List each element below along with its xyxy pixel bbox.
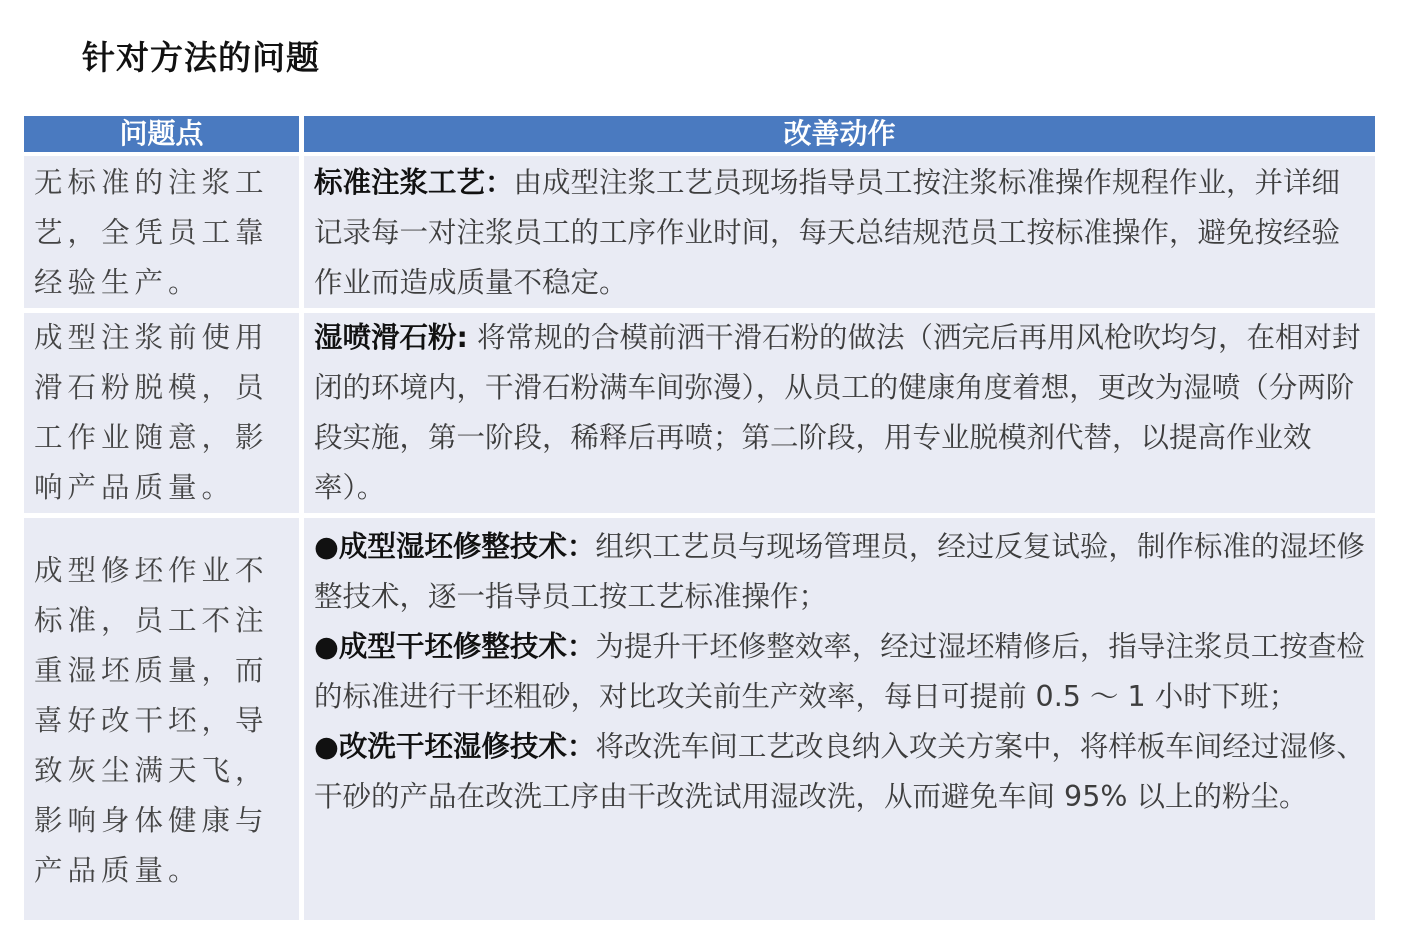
action-cell xyxy=(304,518,1375,925)
action-lead: ●成型湿坯修整技术： xyxy=(314,530,596,563)
problem-cell: 无标准的注浆工艺，全凭员工靠经验生产。 xyxy=(24,156,299,313)
table-row xyxy=(24,518,1375,925)
action-cell xyxy=(304,156,1375,313)
table-header-row xyxy=(24,116,1375,156)
table-row xyxy=(24,156,1375,313)
bullet-item xyxy=(314,722,1365,822)
bullet-item xyxy=(314,522,1365,622)
method-problem-table xyxy=(19,116,1380,925)
problem-cell: 成型注浆前使用滑石粉脱模，员工作业随意，影响产品质量。 xyxy=(24,313,299,518)
header-action: 改善动作 xyxy=(304,116,1375,156)
header-problem: 问题点 xyxy=(24,116,299,156)
action-text: 为提升干坯修整效率，经过湿坯精修后，指导注浆员工按查检的标准进行干坯粗砂，对比攻关前生产效率，每日可提前 0.5 ～ 1 小时下班； xyxy=(314,630,1365,713)
action-text: 由成型注浆工艺员现场指导员工按注浆标准操作规程作业，并详细记录每一对注浆员工的工序作业时间，每天总结规范员工按标准操作，避免按经验作业而造成质量不稳定。 xyxy=(314,166,1341,299)
action-text: 将常规的合模前洒干滑石粉的做法（洒完后再用风枪吹均匀，在相对封闭的环境内，干滑石粉满车间弥漫），从员工的健康角度着想，更改为湿喷（分两阶段实施，第一阶段，稀释后再喷；第二阶段，用专业脱模剂代替，以提高作业效率）。 xyxy=(314,321,1361,504)
action-lead: 湿喷滑石粉: xyxy=(314,321,468,354)
action-text: 组织工艺员与现场管理员，经过反复试验，制作标准的湿坯修整技术，逐一指导员工按工艺标准操作； xyxy=(314,530,1365,613)
bullet-item xyxy=(314,622,1365,722)
action-cell xyxy=(304,313,1375,518)
action-lead: ●改洗干坯湿修技术： xyxy=(314,730,596,763)
action-text: 将改洗车间工艺改良纳入攻关方案中，将样板车间经过湿修、干砂的产品在改洗工序由干改洗试用湿改洗，从而避免车间 95% 以上的粉尘。 xyxy=(314,730,1365,813)
table-row xyxy=(24,313,1375,518)
action-lead: ●成型干坯修整技术： xyxy=(314,630,596,663)
problem-cell: 成型修坯作业不标准，员工不注重湿坯质量，而喜好改干坯，导致灰尘满天飞，影响身体健康与产品质量。 xyxy=(24,518,299,925)
page-title: 针对方法的问题 xyxy=(82,38,320,77)
action-lead: 标准注浆工艺： xyxy=(314,166,514,199)
